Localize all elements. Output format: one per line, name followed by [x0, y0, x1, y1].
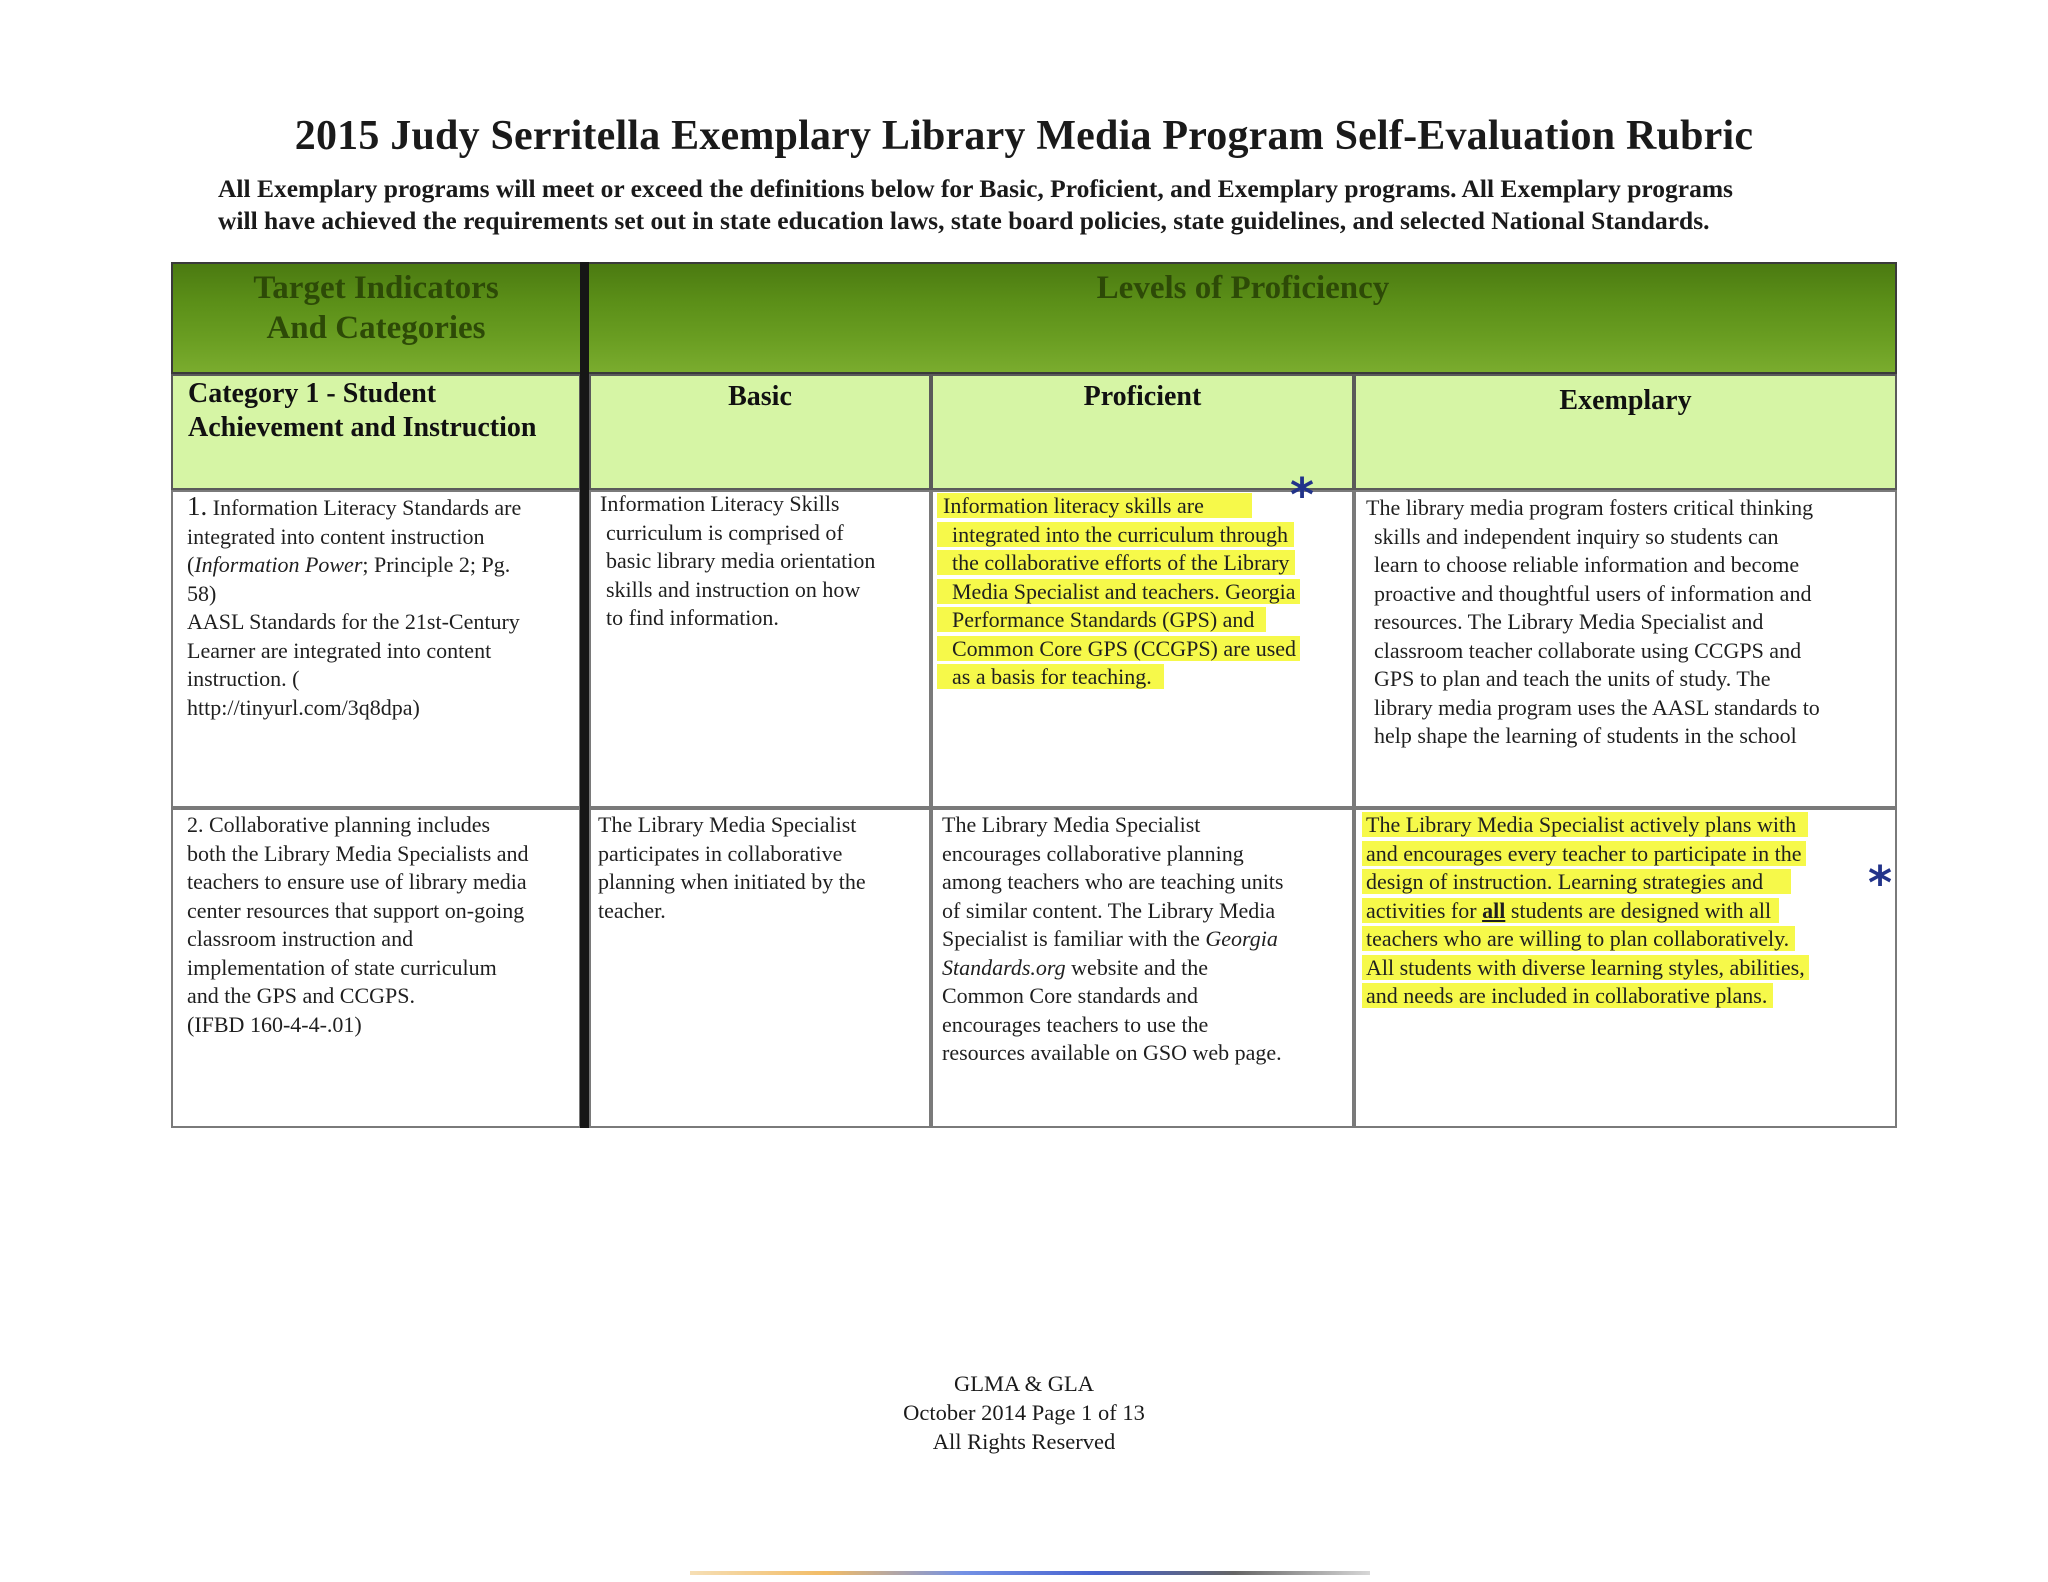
row-1-exemplary-line: proactive and thoughtful users of information and	[1374, 580, 1812, 606]
footer-organization: GLMA & GLA	[954, 1371, 1094, 1396]
row-2-indicator-line: classroom instruction and	[187, 926, 414, 951]
highlighted-text: and needs are included in collaborative plans.	[1362, 983, 1773, 1008]
row-2-proficient-line: Common Core standards and	[942, 983, 1199, 1008]
highlighted-text: teachers who are willing to plan collaboratively.	[1362, 926, 1795, 951]
row-1-exemplary-line: The library media program fosters critical thinking	[1366, 495, 1814, 520]
row-2-proficient-line	[942, 954, 1352, 983]
indicator-number: 1.	[187, 491, 208, 521]
row-2-basic-line: participates in collaborative	[598, 840, 843, 866]
levels-of-proficiency-heading: Levels of Proficiency	[1096, 270, 1390, 306]
highlighted-text: Information literacy skills are	[937, 493, 1252, 518]
category-title-line-1: Category 1 - Student	[188, 378, 437, 409]
highlighted-text: Media Specialist and teachers. Georgia	[937, 579, 1300, 604]
row-1-indicator-line: Learner are integrated into content	[187, 637, 492, 663]
row-1-exemplary-line: GPS to plan and teach the units of study. The	[1374, 666, 1771, 691]
highlighted-text: Common Core GPS (CCGPS) are used	[937, 636, 1300, 661]
row-1-exemplary-line: learn to choose reliable information and become	[1374, 552, 1800, 577]
highlighted-text: and encourages every teacher to participate in the	[1362, 841, 1806, 866]
row-1-exemplary-text	[1366, 494, 1896, 751]
row-2-indicator-line: center resources that support on-going	[187, 897, 525, 923]
row-2-indicator-line: and the GPS and CCGPS.	[187, 983, 415, 1008]
footer-date-page: October 2014 Page 1 of 13	[903, 1400, 1145, 1425]
row-1-proficient-line	[937, 606, 1352, 635]
intro-line-2: will have achieved the requirements set out in state education laws, state board policies, state guidelines, and selected National Standards.	[218, 206, 1710, 235]
row-1-exemplary-line: library media program uses the AASL standards to	[1374, 694, 1820, 720]
highlighted-text: Performance Standards (GPS) and	[937, 607, 1266, 632]
row-2-basic-line: teacher.	[598, 897, 666, 923]
column-divider	[580, 262, 589, 1128]
row-2-proficient-line: of similar content. The Library Media	[942, 897, 1276, 923]
row-2-exemplary-line	[1362, 982, 1902, 1011]
row-1-exemplary-line: resources. The Library Media Specialist and	[1374, 609, 1764, 634]
row-1-proficient-line	[937, 663, 1352, 692]
document-intro	[218, 173, 1858, 237]
row-2-proficient-line: resources available on GSO web page.	[942, 1040, 1282, 1065]
row-2-basic-line: The Library Media Specialist	[598, 812, 857, 837]
document-title: 2015 Judy Serritella Exemplary Library Media Program Self-Evaluation Rubric	[294, 113, 1754, 159]
footer-rights: All Rights Reserved	[932, 1429, 1116, 1454]
highlighted-text: activities for	[1366, 897, 1483, 923]
row-2-indicator-line: implementation of state curriculum	[187, 954, 497, 980]
row-2-indicator-line: teachers to ensure use of library media	[187, 869, 527, 894]
highlighted-text: students are designed with all	[1505, 897, 1772, 923]
row-1-basic-line: skills and instruction on how	[606, 576, 861, 602]
highlighted-text: design of instruction. Learning strategies and	[1362, 869, 1791, 894]
row-2-proficient-line: among teachers who are teaching units	[942, 869, 1284, 894]
highlighted-text: All students with diverse learning styles, abilities,	[1362, 955, 1809, 980]
row-1-basic-line: Information Literacy Skills	[600, 491, 840, 516]
column-basic-title: Basic	[728, 381, 792, 412]
row-1-proficient-line	[937, 549, 1352, 578]
category-title	[188, 377, 536, 445]
website-name: Standards.org	[942, 954, 1066, 980]
row-2-exemplary-line	[1362, 954, 1902, 983]
row-1-indicator-line: instruction. (	[187, 666, 300, 691]
category-title-line-2: Achievement and Instruction	[188, 412, 537, 443]
page-footer	[0, 1369, 2048, 1456]
row-1-exemplary-line: skills and independent inquiry so students can	[1374, 523, 1779, 549]
underlined-emphasis: all	[1482, 897, 1506, 923]
row-1-basic-line: curriculum is comprised of	[606, 519, 844, 545]
row-2-proficient-line: encourages teachers to use the	[942, 1011, 1209, 1037]
intro-line-1: All Exemplary programs will meet or exceed the definitions below for Basic, Proficient, and Exemplary programs. All Exemplary programs	[218, 174, 1733, 203]
row-2-exemplary-line	[1362, 897, 1902, 926]
row-1-basic-line: to find information.	[606, 605, 779, 630]
text: Specialist is familiar with the	[942, 926, 1206, 951]
highlighted-text: the collaborative efforts of the Library	[937, 550, 1295, 575]
row-1-indicator-line	[187, 551, 577, 580]
row-1-indicator-line: 58)	[187, 580, 217, 606]
row-1-indicator-url: http://tinyurl.com/3q8dpa)	[187, 694, 420, 720]
website-name: Georgia	[1205, 926, 1278, 951]
row-2-proficient-line: The Library Media Specialist	[942, 812, 1201, 837]
row-2-basic-line: planning when initiated by the	[598, 869, 866, 894]
target-indicators-heading	[171, 262, 581, 348]
row-2-proficient-line	[942, 925, 1352, 954]
row-1-exemplary-line: classroom teacher collaborate using CCGPS and	[1374, 637, 1802, 663]
indicator-text: Information Literacy Standards are	[212, 495, 522, 520]
row-1-indicator-text	[187, 492, 577, 722]
citation: ; Principle 2; Pg.	[362, 552, 511, 577]
row-1-basic-text	[598, 490, 928, 633]
highlighted-text: as a basis for teaching.	[937, 664, 1164, 689]
text: website and the	[1065, 954, 1209, 980]
row-1-basic-line: basic library media orientation	[606, 548, 876, 573]
row-1-proficient-line	[937, 521, 1352, 550]
row-1-indicator-line	[187, 492, 577, 523]
row-2-exemplary-text	[1362, 811, 1902, 1011]
handwritten-asterisk-icon: *	[1290, 468, 1315, 522]
row-1-proficient-line	[937, 578, 1352, 607]
row-2-basic-text	[598, 811, 928, 925]
row-2-indicator-line: both the Library Media Specialists and	[187, 840, 529, 866]
row-2-exemplary-line	[1362, 840, 1902, 869]
row-2-exemplary-line	[1362, 868, 1902, 897]
row-1-proficient-line	[937, 635, 1352, 664]
row-2-exemplary-line	[1362, 811, 1902, 840]
target-heading-line-1: Target Indicators	[253, 270, 499, 306]
row-2-proficient-line: encourages collaborative planning	[942, 840, 1244, 866]
row-2-indicator-line: (IFBD 160-4-4-.01)	[187, 1011, 362, 1037]
row-2-proficient-text	[942, 811, 1352, 1068]
row-1-exemplary-line: help shape the learning of students in the school	[1374, 723, 1797, 748]
handwritten-asterisk-icon: *	[1868, 856, 1893, 910]
paren: (	[187, 552, 195, 577]
highlighted-text: integrated into the curriculum through	[937, 522, 1294, 547]
target-heading-line-2: And Categories	[266, 310, 486, 346]
row-2-indicator-line: 2. Collaborative planning includes	[187, 812, 491, 837]
row-1-indicator-line: AASL Standards for the 21st-Century	[187, 609, 520, 634]
book-title: Information Power	[194, 552, 363, 577]
row-2-exemplary-line	[1362, 925, 1902, 954]
column-exemplary-title: Exemplary	[1559, 385, 1692, 416]
scan-artifact-stripe	[690, 1571, 1370, 1575]
row-1-indicator-line: integrated into content instruction	[187, 523, 485, 549]
row-2-indicator-text	[187, 811, 577, 1039]
highlighted-text: The Library Media Specialist actively plans with	[1362, 812, 1808, 837]
column-proficient-title: Proficient	[1083, 381, 1202, 412]
